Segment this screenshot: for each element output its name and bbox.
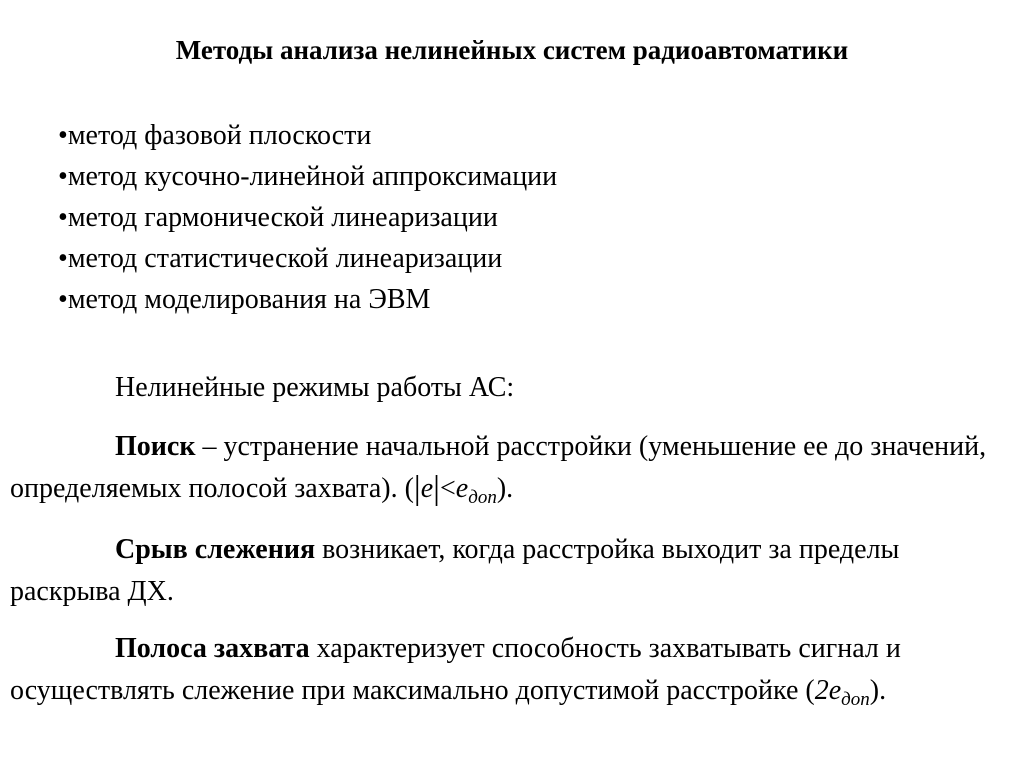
modes-heading: Нелинейные режимы работы АС: (115, 372, 515, 403)
search-text: – устранение начальной расстройки (уменьшение ее до значений, определяемых полосой захвата). ( (10, 431, 987, 504)
bullet: • (58, 202, 68, 233)
method-label: метод моделирования на ЭВМ (67, 284, 431, 315)
tracking-loss-paragraph (10, 529, 1010, 613)
list-item (58, 197, 958, 238)
method-label: метод фазовой плоскости (67, 120, 372, 151)
formula-abs-right: | (433, 470, 440, 507)
bullet: • (58, 120, 68, 151)
methods-list (58, 115, 958, 320)
formula-variable: e (828, 675, 842, 706)
list-item (58, 156, 958, 197)
list-item (58, 115, 958, 156)
capture-band-text: характеризует способность захватывать сигнал и осуществлять слежение при максимально допустимой расстройке ( (10, 633, 901, 706)
formula-operator: < (439, 473, 456, 504)
list-item (58, 279, 958, 320)
formula-subscript: доп (841, 689, 870, 710)
bullet: • (58, 161, 68, 192)
search-tail: ). (496, 473, 514, 504)
search-term: Поиск (115, 431, 196, 462)
formula-abs-left: | (413, 470, 421, 507)
formula-coefficient: 2 (814, 675, 829, 706)
formula-variable: e (420, 473, 434, 504)
bullet: • (58, 284, 68, 315)
capture-band-tail: ). (869, 675, 887, 706)
method-label: метод гармонической линеаризации (67, 202, 498, 233)
page-title: Методы анализа нелинейных систем радиоавтоматики (175, 35, 849, 65)
capture-band-paragraph (10, 628, 1010, 712)
search-paragraph (10, 426, 1010, 510)
bullet: • (58, 243, 68, 274)
formula-subscript: доп (468, 487, 497, 508)
tracking-loss-text: возникает, когда расстройка выходит за пределы раскрыва ДХ. (10, 534, 900, 607)
method-label: метод статистической линеаризации (67, 243, 503, 274)
list-item (58, 238, 958, 279)
formula-rhs: e (455, 473, 469, 504)
method-label: метод кусочно-линейной аппроксимации (67, 161, 558, 192)
tracking-loss-term: Срыв слежения (115, 534, 316, 565)
capture-band-term: Полоса захвата (115, 633, 310, 664)
